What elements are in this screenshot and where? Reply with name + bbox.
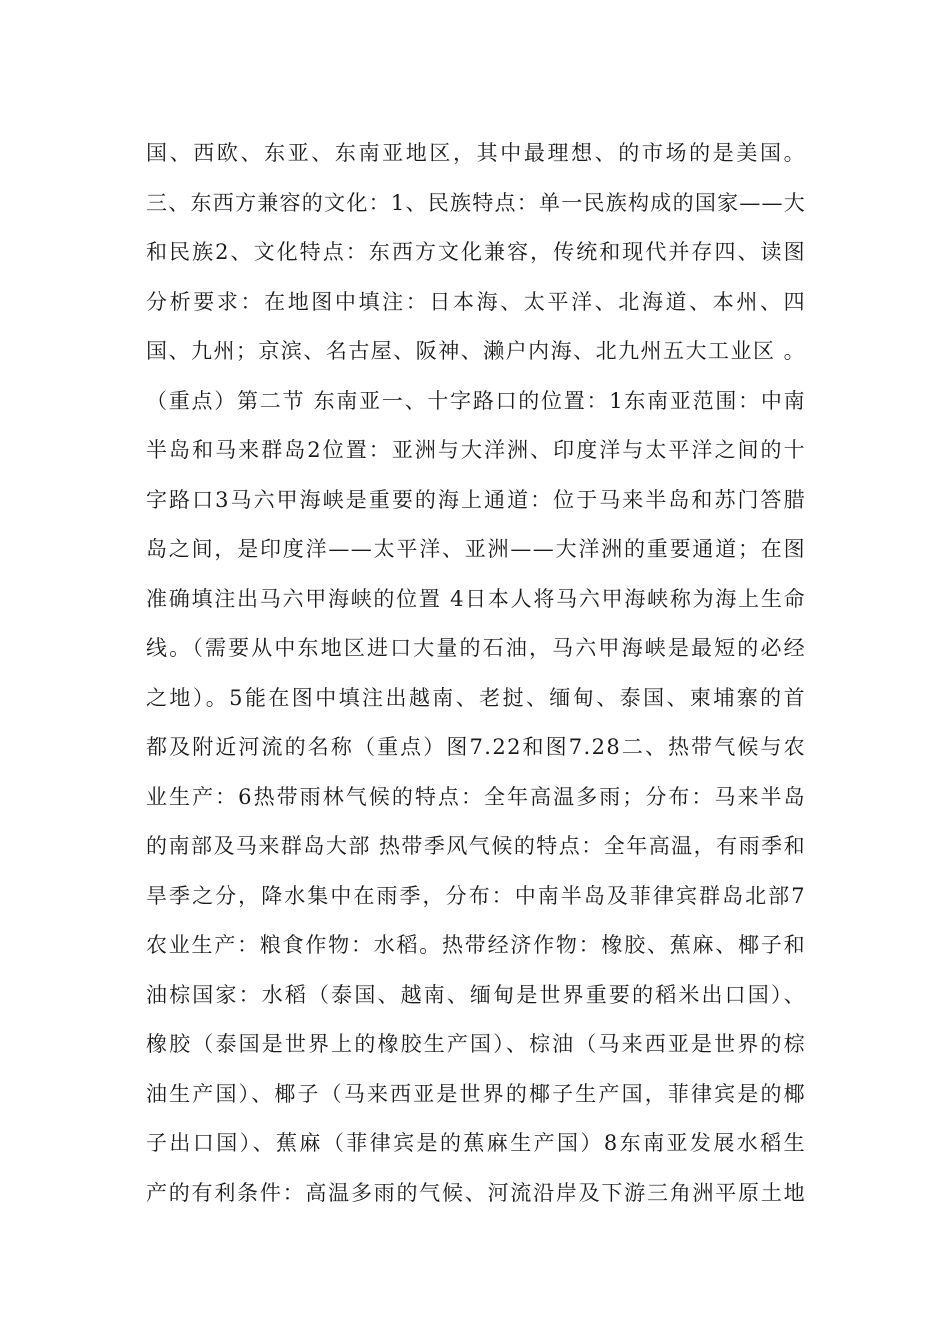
text-line: 业生产：6热带雨林气候的特点：全年高温多雨；分布：马来半岛 [146,784,806,809]
text-line: 和民族2、文化特点：东西方文化兼容，传统和现代并存四、读图 [146,240,806,264]
text-line: 国、九州；京滨、名古屋、阪神、濑户内海、北九州五大工业区 。 [146,339,806,363]
text-line: 旱季之分，降水集中在雨季，分布：中南半岛及菲律宾群岛北部7 [146,883,806,908]
body-text [146,129,806,1218]
text-line: 子出口国）、蕉麻（菲律宾是的蕉麻生产国）8东南亚发展水稻生 [146,1131,806,1155]
text-line: 国、西欧、东亚、东南亚地区，其中最理想、的市场的是美国。 [146,141,806,165]
text-line: 油棕国家：水稻（泰国、越南、缅甸是世界重要的稻米出口国）、 [146,982,806,1007]
text-line: 橡胶（泰国是世界上的橡胶生产国）、棕油（马来西亚是世界的棕 [146,1032,806,1056]
text-line: 分析要求：在地图中填注：日本海、太平洋、北海道、本州、四 [146,289,806,314]
text-line: 字路口3马六甲海峡是重要的海上通道：位于马来半岛和苏门答腊 [146,487,806,512]
text-line: （重点）第二节 东南亚一、十字路口的位置：1东南亚范围：中南 [146,388,806,413]
text-line: 半岛和马来群岛2位置：亚洲与大洋洲、印度洋与太平洋之间的十 [146,438,806,462]
text-line: 农业生产：粮食作物：水稻。热带经济作物：橡胶、蕉麻、椰子和 [146,933,806,957]
text-line: 油生产国）、椰子（马来西亚是世界的椰子生产国，菲律宾是的椰 [146,1081,806,1106]
text-line: 三、东西方兼容的文化：1、民族特点：单一民族构成的国家——大 [146,190,806,215]
text-line: 准确填注出马六甲海峡的位置 4日本人将马六甲海峡称为海上生命 [146,586,806,611]
text-line: 产的有利条件：高温多雨的气候、河流沿岸及下游三角洲平原土地 [146,1180,806,1205]
text-line: 的南部及马来群岛大部 热带季风气候的特点：全年高温，有雨季和 [146,834,806,858]
text-line: 之地）。5能在图中填注出越南、老挝、缅甸、泰国、柬埔寨的首 [146,685,806,710]
text-line: 线。（需要从中东地区进口大量的石油，马六甲海峡是最短的必经 [146,636,806,660]
text-line: 都及附近河流的名称（重点）图7.22和图7.28二、热带气候与农 [146,735,806,759]
text-line: 岛之间，是印度洋——太平洋、亚洲——大洋洲的重要通道；在图 [146,537,806,561]
